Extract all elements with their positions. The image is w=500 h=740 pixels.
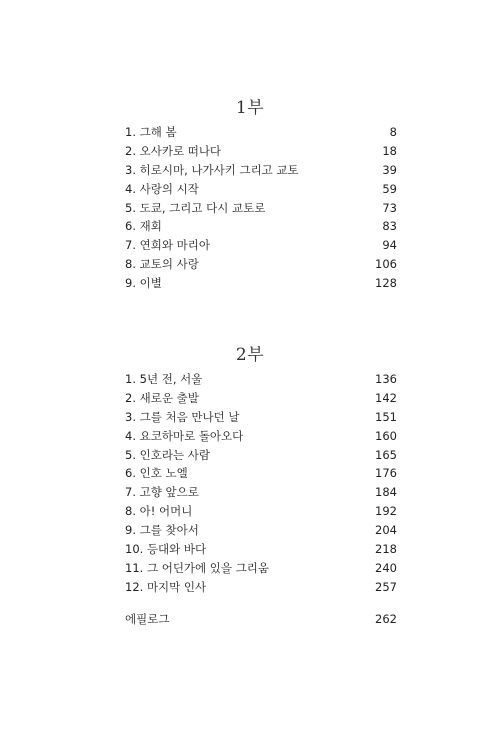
- entry-page: 136: [375, 372, 397, 386]
- entry-title: 5. 인호라는 사람: [125, 447, 210, 462]
- entry-title: 4. 사랑의 시작: [125, 181, 199, 196]
- entry-page: 39: [382, 162, 397, 177]
- entry-title: 7. 고향 앞으로: [125, 485, 199, 500]
- toc-entry: [125, 255, 397, 274]
- entry-page: 257: [375, 579, 397, 594]
- entry-title: 6. 인호 노엘: [125, 466, 188, 481]
- part-2-entries: [125, 370, 397, 597]
- entry-title: 11. 그 어딘가에 있을 그리움: [125, 560, 269, 575]
- toc-entry: [125, 540, 397, 559]
- entry-title: 1. 5년 전, 서울: [125, 372, 203, 386]
- entry-page: 106: [375, 257, 397, 272]
- entry-page: 128: [375, 276, 397, 291]
- entry-title: 1. 그해 봄: [125, 125, 177, 139]
- entry-page: 142: [375, 390, 397, 405]
- entry-title: 9. 이별: [125, 276, 162, 291]
- entry-page: 8: [389, 125, 397, 139]
- toc-entry: [125, 502, 397, 521]
- toc-entry: [125, 446, 397, 465]
- toc-entry: [125, 408, 397, 427]
- entry-page: 184: [375, 485, 397, 500]
- entry-title: 12. 마지막 인사: [125, 579, 207, 594]
- toc-entry: [125, 123, 397, 142]
- entry-title: 2. 오사카로 떠나다: [125, 143, 222, 158]
- toc-entry: [125, 274, 397, 293]
- entry-title: 4. 요코하마로 돌아오다: [125, 428, 244, 443]
- entry-page: 59: [382, 181, 397, 196]
- entry-title: 6. 재회: [125, 219, 162, 234]
- entry-page: 94: [382, 238, 397, 253]
- entry-page: 165: [375, 447, 397, 462]
- entry-title: 3. 히로시마, 나가사키 그리고 교토: [125, 162, 299, 177]
- part-1-title: 1부: [235, 98, 265, 118]
- entry-title: 5. 도쿄, 그리고 다시 교토로: [125, 200, 266, 215]
- toc-entry: [125, 483, 397, 502]
- entry-page: 192: [375, 504, 397, 519]
- toc-entry: [125, 180, 397, 199]
- toc-entry: [125, 236, 397, 255]
- toc-entry: [125, 464, 397, 483]
- entry-page: 160: [375, 428, 397, 443]
- entry-title: 에필로그: [125, 612, 170, 626]
- toc-entry: [125, 161, 397, 180]
- entry-title: 8. 아! 어머니: [125, 504, 193, 519]
- entry-title: 7. 연희와 마리아: [125, 238, 210, 253]
- entry-page: 73: [382, 200, 397, 215]
- entry-page: 204: [375, 523, 397, 538]
- entry-page: 151: [375, 409, 397, 424]
- entry-title: 9. 그를 찾아서: [125, 523, 199, 538]
- entry-page: 18: [382, 143, 397, 158]
- toc-entry: [125, 521, 397, 540]
- entry-page: 240: [375, 560, 397, 575]
- entry-title: 10. 등대와 바다: [125, 542, 207, 557]
- entry-title: 2. 새로운 출발: [125, 390, 199, 405]
- part-1-entries: [125, 123, 397, 293]
- toc-entry: [125, 142, 397, 161]
- entry-page: 176: [375, 466, 397, 481]
- toc-entry: [125, 559, 397, 578]
- toc-entry: [125, 578, 397, 597]
- entry-page: 218: [375, 542, 397, 557]
- entry-page: 262: [375, 612, 397, 626]
- entry-page: 83: [382, 219, 397, 234]
- toc-entry: [125, 427, 397, 446]
- part-2-title: 2부: [235, 345, 265, 365]
- toc-entry: [125, 370, 397, 389]
- toc-entry-epilogue: [125, 610, 397, 629]
- entry-title: 3. 그를 처음 만나던 날: [125, 409, 240, 424]
- toc-entry: [125, 217, 397, 236]
- toc-entry: [125, 199, 397, 218]
- toc-entry: [125, 389, 397, 408]
- entry-title: 8. 교토의 사랑: [125, 257, 199, 272]
